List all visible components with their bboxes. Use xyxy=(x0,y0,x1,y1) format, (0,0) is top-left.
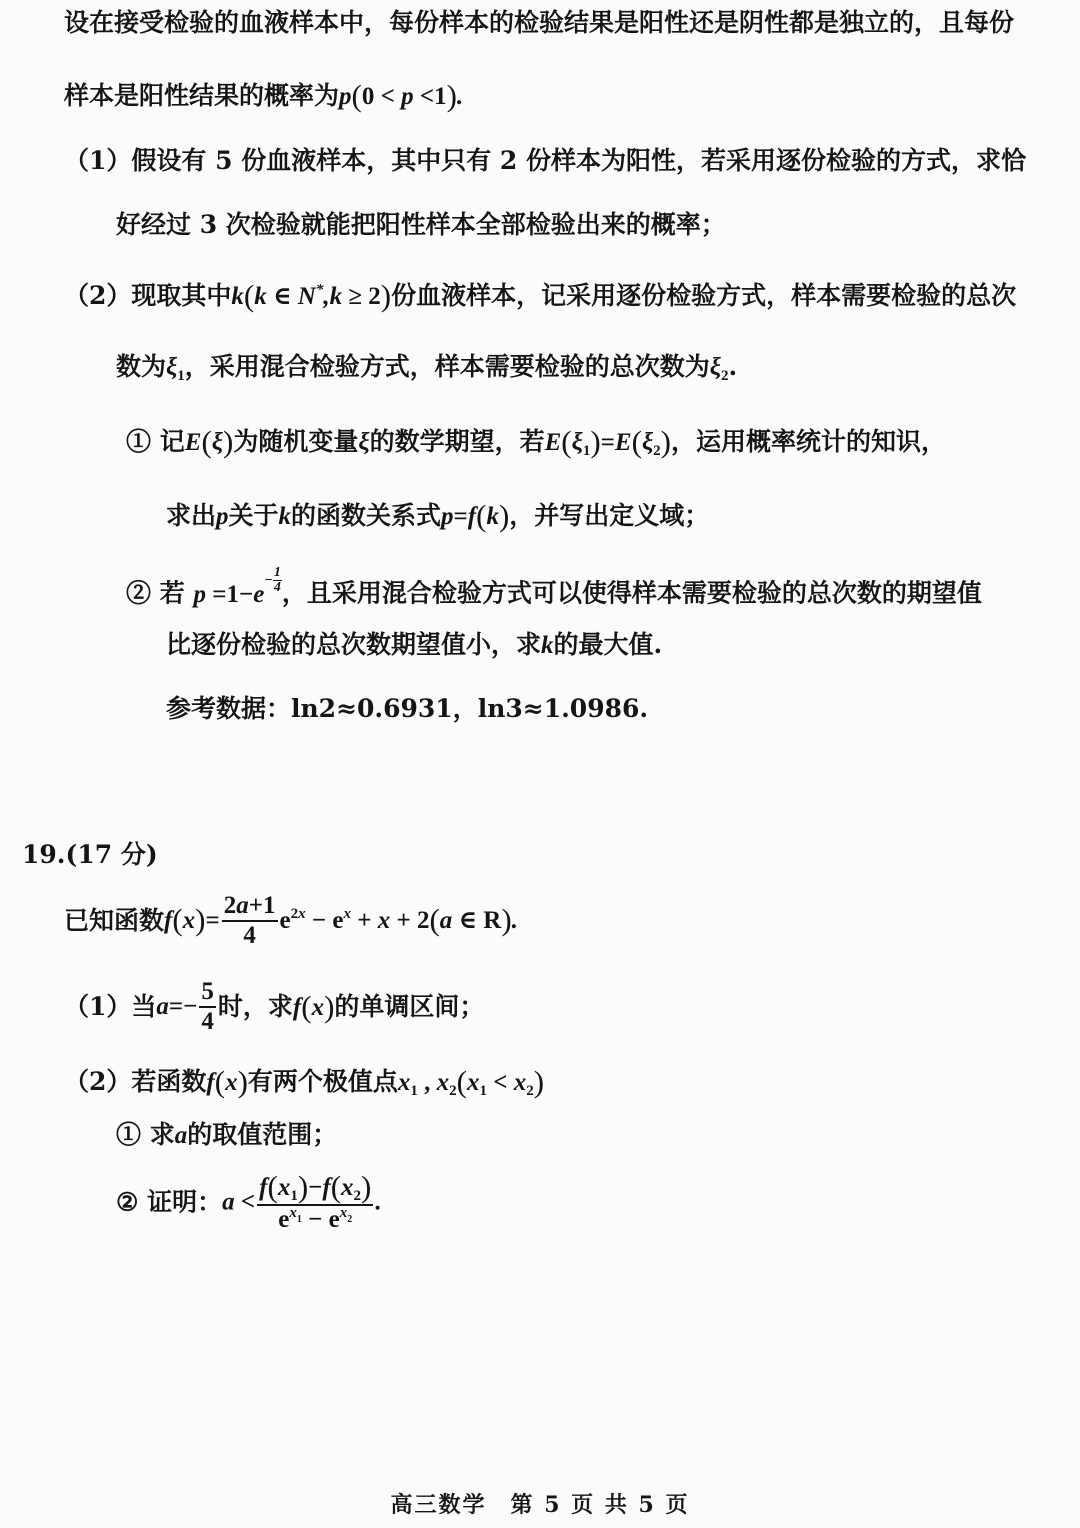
circle-2-marker: ② xyxy=(126,578,152,608)
part2-line-1 xyxy=(64,280,1016,311)
part2-line-2 xyxy=(116,352,738,384)
xi2-symbol: $\xi_2$ xyxy=(709,354,729,384)
part2-line-1-rest: 份血液样本，记采用逐份检验方式，样本需要检验的总次 xyxy=(391,281,1017,310)
p19-part1-label: （1）当 xyxy=(64,992,157,1021)
extreme-points: $x_1$ , $x_2(x_1 < x_2)$ xyxy=(397,1064,545,1099)
coefficient-fraction: $\frac{2a+1}{4}$ xyxy=(223,892,276,949)
sub2-text-b: ，且采用混合检验方式可以使得样本需要检验的总次数的期望值 xyxy=(281,578,982,608)
expectation-symbol: E(ξ) xyxy=(184,424,234,459)
sub1-line2-text-b: 关于 xyxy=(228,501,279,530)
part1-line-2: 好经过 3 次检验就能把阳性样本全部检验出来的概率； xyxy=(116,210,726,239)
sub1-text-a: 记 xyxy=(159,427,185,456)
p-formula: p =1−e− $\frac{1}{4}$ xyxy=(193,565,281,608)
sub1-text-b: 为随机变量 xyxy=(233,427,359,456)
fx-symbol-2: f(x) xyxy=(206,1064,248,1099)
sub1-line-1 xyxy=(126,426,946,457)
expectation-equation: $E(\xi_1)=E(\xi_2)$ xyxy=(544,424,671,459)
sub1-line2-text-c: 的函数关系式 xyxy=(291,501,442,530)
inequality-lhs: a < xyxy=(222,1188,256,1216)
part2-label: （2）现取其中 xyxy=(64,281,232,310)
p19-part1-rest: 时，求 xyxy=(217,992,293,1021)
sub2-text-a: 若 xyxy=(159,578,185,608)
given-function: f(x)= xyxy=(164,902,220,938)
probability-range: p(0 < p <1). xyxy=(339,78,464,113)
a-symbol: a xyxy=(174,1122,188,1149)
p-symbol: p xyxy=(216,503,229,530)
p19-part2 xyxy=(64,1066,544,1097)
fx-symbol: f(x) xyxy=(292,989,335,1024)
p19-circle-2-marker: ② xyxy=(116,1187,139,1217)
five-quarters-fraction: $\frac{5}{4}$ xyxy=(201,978,214,1035)
part2-end: . xyxy=(728,352,738,381)
k-condition: k(k ∈ N*,k ≥ 2) xyxy=(231,278,392,313)
p19-sub2: ② 证明：a < $\frac{f(x_1)-f(x_2)}{e^{x_1} - e^{x_2}}$ . xyxy=(116,1169,382,1234)
page-footer: 高三数学 第 5 页 共 5 页 xyxy=(390,1492,690,1518)
p19-sub1-text-a: 求 xyxy=(149,1120,175,1149)
sub1-text-c: 的数学期望，若 xyxy=(369,427,545,456)
part1-line-1: （1）假设有 5 份血液样本，其中只有 2 份样本为阳性，若采用逐份检验的方式，求恰 xyxy=(64,146,1027,175)
sub2-line2-text-b: 的最大值. xyxy=(553,630,663,659)
given-label: 已知函数 xyxy=(64,905,165,935)
sub2-line2-text-a: 比逐份检验的总次数期望值小，求 xyxy=(166,630,542,659)
function-pfk: p=f(k) xyxy=(441,498,510,533)
intro-line-2 xyxy=(64,80,463,111)
p19-part2-label: （2）若函数 xyxy=(64,1067,207,1096)
circle-1-marker: ① xyxy=(126,427,152,456)
p19-part1 xyxy=(64,978,484,1035)
xi1-symbol: $\xi_1$ xyxy=(166,354,185,384)
inequality-fraction: $\frac{f(x_1)-f(x_2)}{e^{x_1} - e^{x_2}}$ xyxy=(259,1169,372,1234)
p19-sub1 xyxy=(116,1122,337,1148)
a-value: a=− xyxy=(156,993,198,1020)
reference-data: 参考数据：ln2≈0.6931，ln3≈1.0986. xyxy=(166,694,649,723)
k-symbol-2: k xyxy=(541,632,554,659)
p19-part1-end: 的单调区间； xyxy=(334,992,485,1021)
sub1-line2-text-a: 求出 xyxy=(166,501,217,530)
given-function-rest: $e^{2x} - e^x + x + 2(a$ ∈ R). xyxy=(279,902,518,938)
k-symbol: k xyxy=(278,503,292,530)
part2-text-a: 数为 xyxy=(116,352,167,381)
p19-part2-rest: 有两个极值点 xyxy=(247,1067,398,1096)
xi-symbol: ξ xyxy=(358,429,370,456)
problem-19-given xyxy=(64,892,518,949)
sub2-line-1 xyxy=(126,566,982,607)
part2-text-b: ，采用混合检验方式，样本需要检验的总次数为 xyxy=(184,352,710,381)
sub1-line2-text-d: ，并写出定义域； xyxy=(509,501,710,530)
p19-sub2-text-a: 证明： xyxy=(147,1187,223,1217)
problem-19-header: 19.(17 分) xyxy=(22,840,158,869)
sub1-line-2 xyxy=(166,500,709,531)
intro-line-1: 设在接受检验的血液样本中，每份样本的检验结果是阳性还是阴性都是独立的，且每份 xyxy=(64,8,1015,37)
sub1-text-d: ，运用概率统计的知识， xyxy=(671,427,947,456)
p19-sub1-text-b: 的取值范围； xyxy=(187,1120,338,1149)
p19-circle-1-marker: ① xyxy=(116,1120,142,1149)
sub2-line-2 xyxy=(166,632,662,658)
intro-line-2-text: 样本是阳性结果的概率为 xyxy=(64,81,340,110)
